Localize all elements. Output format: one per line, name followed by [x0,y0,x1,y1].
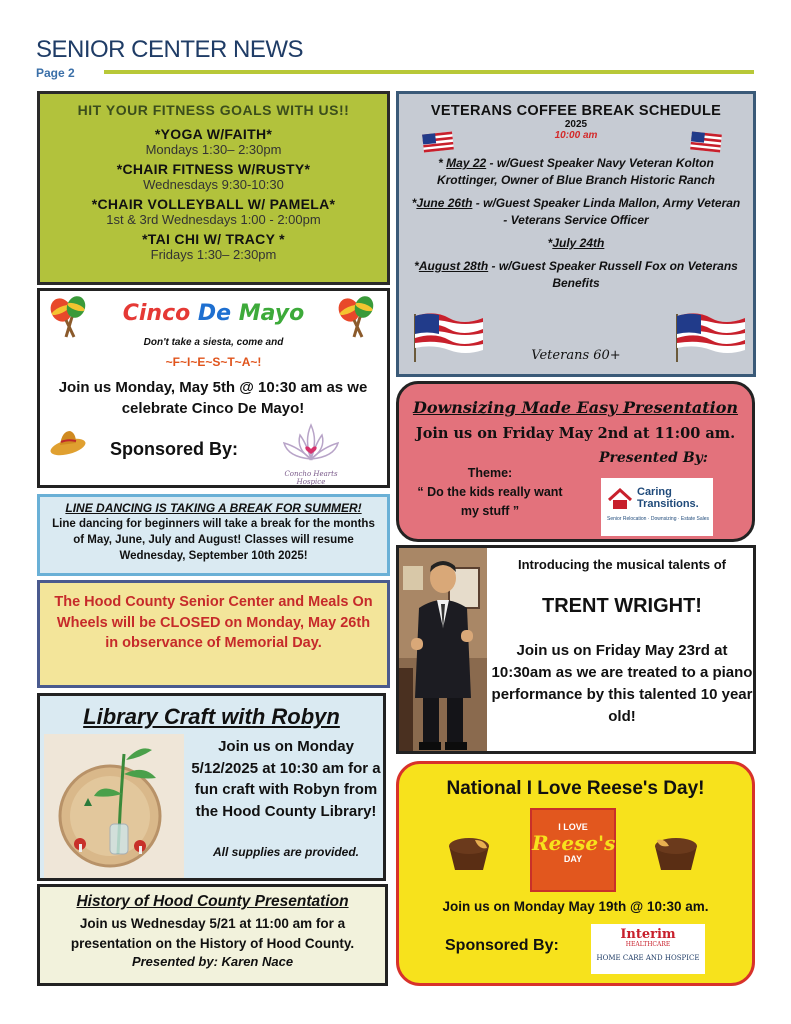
veterans-time: 10:00 am [554,130,598,141]
reeses-logo-bottom: DAY [563,854,583,864]
us-flag-icon [689,130,723,154]
trent-name: TRENT WRIGHT! [542,595,702,617]
library-body: Join us on Monday 5/12/2025 at 10:30 am for a fun craft with Robyn from the Hood County Library! [191,738,381,820]
peanut-butter-cup-icon [443,832,495,874]
reeses-logo [530,808,616,892]
history-title: History of Hood County Presentation [76,893,349,910]
fitness-class-name: *YOGA W/FAITH* [154,126,273,142]
caring-transitions-tagline: Senior Relocation · Downsizing · Estate Sales [607,516,709,522]
interim-tagline: HOME CARE AND HOSPICE [596,954,700,962]
fitness-class-name: *CHAIR VOLLEYBALL W/ PAMELA* [91,196,336,212]
library-title: Library Craft with Robyn [83,704,340,729]
veterans-entry: *July 24th [547,236,605,250]
cinco-de-mayo-panel [37,288,390,488]
library-craft-panel [37,693,386,881]
trent-wright-panel [396,545,756,754]
us-flag-icon [409,308,485,364]
veterans-footer: Veterans 60+ [531,348,621,363]
line-dancing-panel [37,494,390,576]
peanut-butter-cup-icon [649,830,703,874]
history-presentation-panel [37,884,388,986]
veterans-entry: *June 26th - w/Guest Speaker Linda Mallon, Army Veteran - Veterans Service Officer [411,196,741,227]
trent-wright-photo [399,548,487,751]
fitness-class-time: Wednesdays 9:30-10:30 [143,177,284,192]
caring-transitions-name: Caring Transitions. [637,486,699,510]
downsizing-title: Downsizing Made Easy Presentation [412,398,739,417]
downsizing-presented-by: Presented By: [599,450,708,466]
reeses-join: Join us on Monday May 19th @ 10:30 am. [442,899,709,914]
concho-hearts-name: Concho Hearts Hospice [284,470,338,486]
interim-sub: HEALTHCARE [625,941,671,948]
history-body: Join us Wednesday 5/21 at 11:00 am for a presentation on the History of Hood County. [70,916,355,951]
downsizing-when: Join us on Friday May 2nd at 11:00 am. [415,425,736,442]
library-note: All supplies are provided. [212,845,360,859]
trent-body: Join us on Friday May 23rd at 10:30am as we are treated to a piano performance by this talented 10 year old! [491,642,753,725]
page-title: SENIOR CENTER NEWS [36,36,304,63]
maracas-icon [44,293,92,341]
interim-name: Interim [620,927,676,942]
veterans-panel [396,91,756,377]
cinco-subtitle: Don't take a siesta, come and [143,337,284,348]
line-dancing-title: LINE DANCING IS TAKING A BREAK FOR SUMMER! [65,501,362,515]
reeses-logo-top: I LOVE [558,822,588,832]
fitness-heading: HIT YOUR FITNESS GOALS WITH US!! [77,102,350,118]
cinco-sponsored-label: Sponsored By: [110,439,239,459]
closure-notice-panel [37,580,390,688]
reeses-logo-main: Reese's [532,831,616,855]
veterans-entry: *August 28th - w/Guest Speaker Russell Fox on Veterans Benefits [414,259,738,290]
cinco-body: Join us Monday, May 5th @ 10:30 am as we celebrate Cinco De Mayo! [58,379,368,417]
reeses-title: National I Love Reese's Day! [446,778,705,799]
us-flag-icon [421,130,455,154]
fitness-class-time: 1st & 3rd Wednesdays 1:00 - 2:00pm [106,212,321,227]
house-icon [607,488,633,510]
veterans-year: 2025 [564,119,588,130]
concho-hearts-logo [276,419,346,486]
reeses-sponsored-label: Sponsored By: [445,937,559,954]
reeses-day-panel [396,761,755,986]
caring-transitions-logo [601,478,713,536]
fitness-class-name: *CHAIR FITNESS W/RUSTY* [116,161,311,177]
veterans-entry: * May 22 - w/Guest Speaker Navy Veteran Kolton Krottinger, Owner of Blue Branch Historic Ranch [436,156,716,187]
craft-photo [44,734,184,878]
fitness-class-name: *TAI CHI W/ TRACY * [142,231,285,247]
sombrero-icon [48,427,88,457]
downsizing-theme: Theme: “ Do the kids really want my stuff ” [417,466,563,518]
fitness-panel [37,91,390,285]
cinco-title: Cinco De Mayo [122,301,305,326]
fitness-class-time: Fridays 1:30– 2:30pm [150,247,277,262]
us-flag-icon [671,308,747,364]
page-number: Page 2 [36,66,75,80]
cinco-fiesta: ~F~I~E~S~T~A~! [165,355,262,369]
history-presenter: Presented by: Karen Nace [131,954,294,969]
line-dancing-body: Line dancing for beginners will take a break for the months of May, June, July and August! Classes will resume Wednesday, September 10th 2025! [52,518,375,562]
trent-intro: Introducing the musical talents of [517,557,727,572]
interim-logo [591,924,705,974]
lotus-heart-icon [276,419,346,465]
fitness-class-time: Mondays 1:30– 2:30pm [145,142,282,157]
maracas-icon [332,293,380,341]
header-rule [104,70,754,74]
closure-notice-body: The Hood County Senior Center and Meals On Wheels will be CLOSED on Monday, May 26th in observance of Memorial Day. [54,594,373,651]
downsizing-panel [396,381,755,542]
veterans-heading: VETERANS COFFEE BREAK SCHEDULE [430,103,722,119]
